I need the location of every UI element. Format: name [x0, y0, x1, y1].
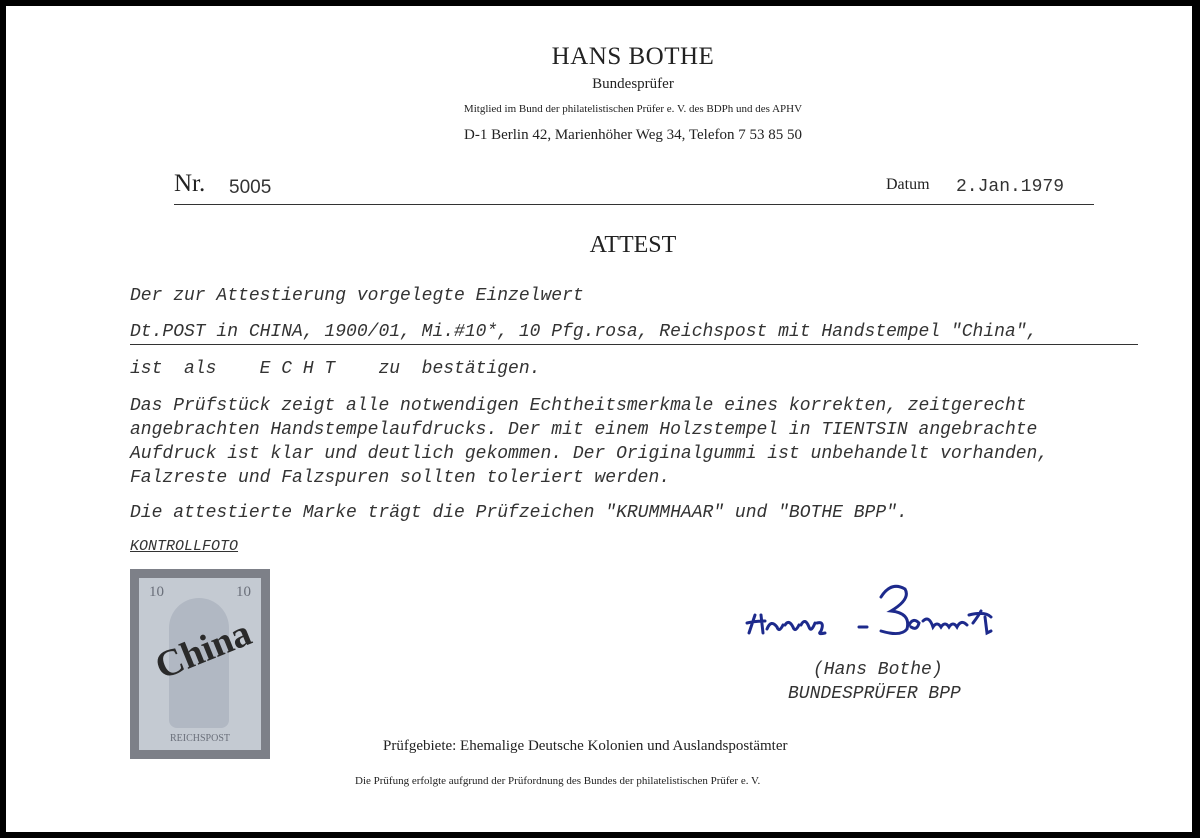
examiner-name: HANS BOTHE — [551, 43, 715, 70]
intro-line: Der zur Attestierung vorgelegte Einzelwert — [130, 286, 584, 306]
membership-line: Mitglied im Bund der philatelistischen Prüfer e. V. des BDPh und des APHV — [463, 103, 803, 115]
signatory-role: BUNDESPRÜFER BPP — [788, 684, 961, 704]
certificate-sheet — [6, 6, 1192, 832]
certificate-date: 2.Jan.1979 — [956, 177, 1065, 197]
examination-rules: Die Prüfung erfolgte aufgrund der Prüfordnung des Bundes der philatelistischen Prüfer e. V. — [355, 775, 761, 787]
confirmation-line: ist als E C H T zu bestätigen. — [130, 359, 541, 379]
stamp-photo — [130, 569, 270, 759]
item-underline — [130, 344, 1138, 345]
details-line-3: Aufdruck ist klar und deutlich gekommen. Der Originalgummi ist unbehandelt vorhanden, — [130, 444, 1049, 464]
stamp-overprint: China — [149, 611, 258, 688]
marks-line: Die attestierte Marke trägt die Prüfzeichen "KRUMMHAAR" und "BOTHE BPP". — [130, 503, 908, 523]
certificate-number: 5005 — [229, 177, 272, 198]
examiner-title: Bundesprüfer — [592, 76, 674, 92]
stamp-value-right: 10 — [236, 584, 251, 600]
handwritten-signature — [741, 571, 1041, 651]
header-divider — [174, 204, 1094, 205]
details-line-4: Falzreste und Falzspuren sollten toleriert werden. — [130, 468, 671, 488]
date-label: Datum — [886, 176, 930, 193]
stamp-value-left: 10 — [149, 584, 164, 600]
stamp-image — [139, 578, 261, 750]
examination-areas: Prüfgebiete: Ehemalige Deutsche Kolonien und Auslandspostämter — [383, 738, 788, 754]
signatory-name: (Hans Bothe) — [813, 660, 943, 680]
document-heading: ATTEST — [589, 232, 677, 258]
item-description: Dt.POST in CHINA, 1900/01, Mi.#10*, 10 Pfg.rosa, Reichspost mit Handstempel "China", — [130, 322, 1038, 342]
number-label: Nr. — [174, 170, 206, 197]
address-line: D-1 Berlin 42, Marienhöher Weg 34, Telefon 7 53 85 50 — [464, 127, 802, 143]
control-photo-label: KONTROLLFOTO — [130, 538, 239, 555]
details-line-2: angebrachten Handstempelaufdrucks. Der mit einem Holzstempel in TIENTSIN angebrachte — [130, 420, 1038, 440]
stamp-inscription: REICHSPOST — [169, 733, 230, 744]
details-line-1: Das Prüfstück zeigt alle notwendigen Echtheitsmerkmale eines korrekten, zeitgerecht — [130, 396, 1027, 416]
